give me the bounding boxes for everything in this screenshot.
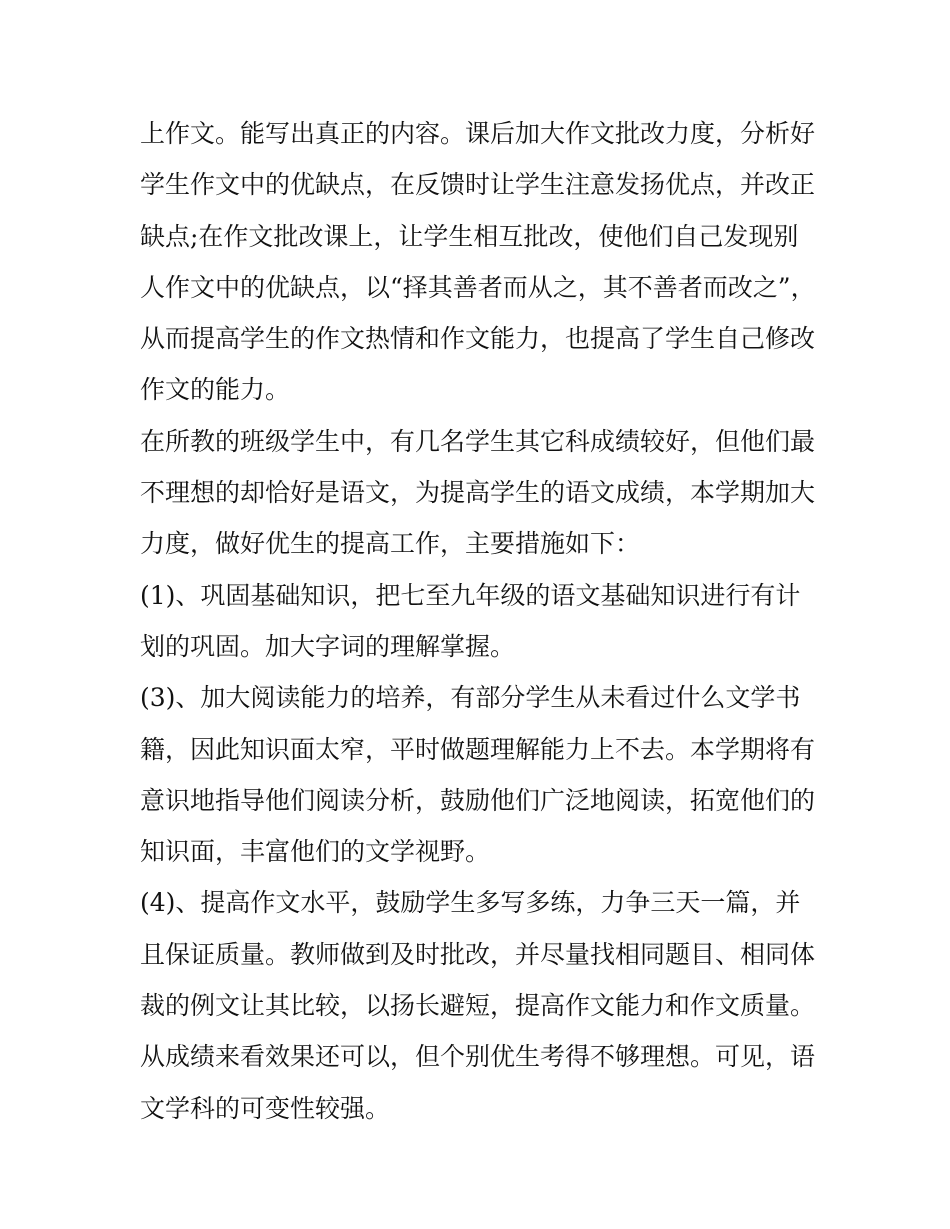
text-line: 人作文中的优缺点，以“择其善者而从之，其不善者而改之”，: [140, 272, 816, 302]
text-line: 学生作文中的优缺点，在反馈时让学生注意发扬优点，并改正: [140, 170, 816, 200]
text-line: 意识地指导他们阅读分析，鼓励他们广泛地阅读，拓宽他们的: [140, 785, 816, 815]
text-line: 在所教的班级学生中，有几名学生其它科成绩较好，但他们最: [140, 426, 816, 456]
text-line: 从而提高学生的作文热情和作文能力，也提高了学生自己修改: [140, 324, 816, 354]
text-line: 文学科的可变性较强。: [140, 1093, 391, 1123]
text-line: (1)、巩固基础知识，把七至九年级的语文基础知识进行有计: [140, 580, 801, 610]
text-line: 划的巩固。加大字词的理解掌握。: [140, 631, 516, 661]
text-line: 上作文。能写出真正的内容。课后加大作文批改力度，分析好: [140, 119, 816, 148]
text-line: 从成绩来看效果还可以，但个别优生考得不够理想。可见，语: [140, 1042, 816, 1072]
text-line: 籍，因此知识面太窄，平时做题理解能力上不去。本学期将有: [140, 734, 816, 764]
text-line: 力度，做好优生的提高工作，主要措施如下：: [140, 529, 641, 559]
text-line: 裁的例文让其比较，以扬长避短，提高作文能力和作文质量。: [140, 991, 816, 1021]
text-line: (3)、加大阅读能力的培养，有部分学生从未看过什么文学书: [140, 683, 801, 713]
text-line: 缺点;在作文批改课上，让学生相互批改，使他们自己发现别: [140, 221, 799, 251]
text-line: 不理想的却恰好是语文，为提高学生的语文成绩，本学期加大: [140, 478, 816, 508]
text-line: (4)、提高作文水平，鼓励学生多写多练，力争三天一篇，并: [140, 888, 801, 918]
text-line: 作文的能力。: [140, 375, 291, 405]
text-line: 知识面，丰富他们的文学视野。: [140, 837, 491, 867]
body-text: [140, 108, 820, 1134]
text-line: 且保证质量。教师做到及时批改，并尽量找相同题目、相同体: [140, 939, 816, 969]
